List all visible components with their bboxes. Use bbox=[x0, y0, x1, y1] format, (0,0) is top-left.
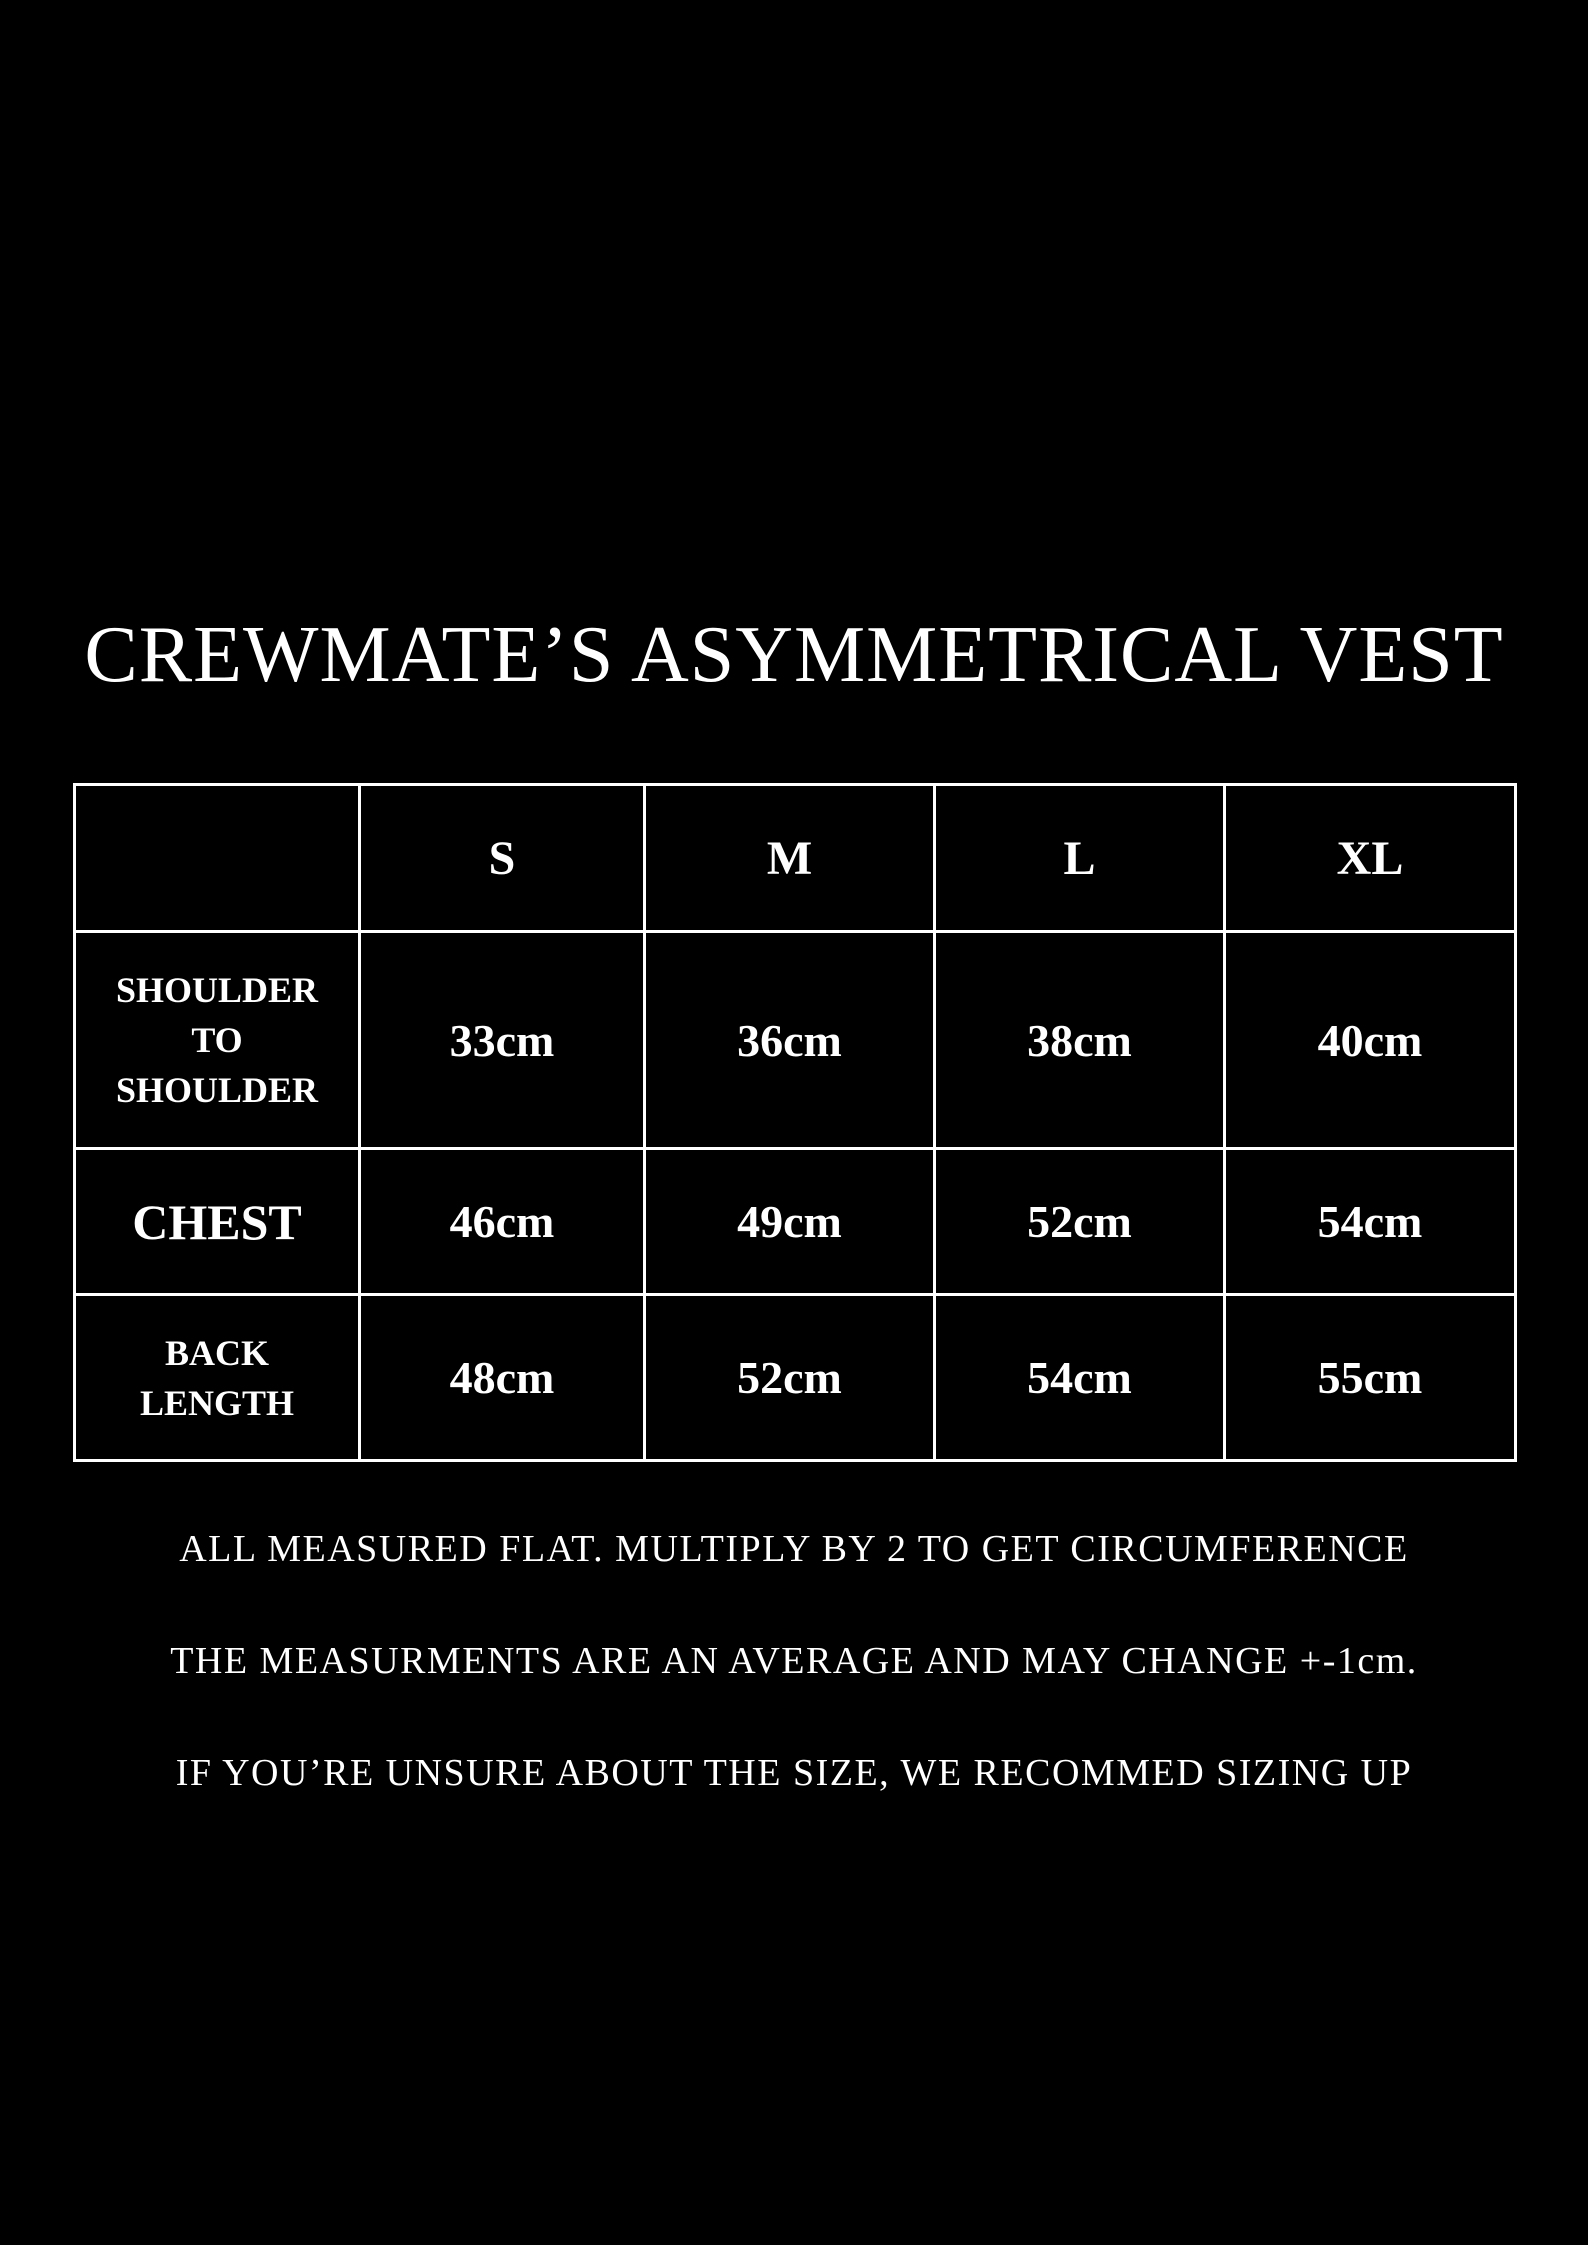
value-cell: 36cm bbox=[645, 932, 935, 1149]
corner-cell bbox=[75, 785, 360, 932]
size-header-m: M bbox=[645, 785, 935, 932]
row-label-line: SHOULDER bbox=[115, 970, 319, 1010]
size-header-l: L bbox=[935, 785, 1225, 932]
note-sizing-up: IF YOU’RE UNSURE ABOUT THE SIZE, WE RECOMMED SIZING UP bbox=[175, 1752, 1413, 1794]
table-row-back-length bbox=[75, 1295, 1516, 1461]
table-header-row bbox=[75, 785, 1516, 932]
value-cell: 38cm bbox=[935, 932, 1225, 1149]
note-measurement-average: THE MEASURMENTS ARE AN AVERAGE AND MAY CHANGE +-1cm. bbox=[170, 1640, 1418, 1682]
value-cell: 40cm bbox=[1225, 932, 1516, 1149]
size-header-s: S bbox=[360, 785, 645, 932]
value-cell: 46cm bbox=[360, 1149, 645, 1295]
value-cell: 52cm bbox=[645, 1295, 935, 1461]
page-title: CREWMATE’S ASYMMETRICAL VEST bbox=[84, 611, 1504, 699]
row-label-line: TO bbox=[191, 1020, 243, 1060]
value-cell: 49cm bbox=[645, 1149, 935, 1295]
value-cell: 52cm bbox=[935, 1149, 1225, 1295]
row-label-line: BACK bbox=[164, 1332, 269, 1373]
value-cell: 33cm bbox=[360, 932, 645, 1149]
row-label-back-length bbox=[75, 1295, 360, 1461]
value-cell: 48cm bbox=[360, 1295, 645, 1461]
table-row-shoulder bbox=[75, 932, 1516, 1149]
table-row-chest bbox=[75, 1149, 1516, 1295]
row-label-line: SHOULDER bbox=[115, 1070, 319, 1110]
row-label-shoulder-to-shoulder bbox=[75, 932, 360, 1149]
value-cell: 54cm bbox=[935, 1295, 1225, 1461]
row-label-line: CHEST bbox=[132, 1193, 302, 1250]
row-label-chest bbox=[75, 1149, 360, 1295]
note-measured-flat: ALL MEASURED FLAT. MULTIPLY BY 2 TO GET CIRCUMFERENCE bbox=[179, 1528, 1409, 1570]
row-label-line: LENGTH bbox=[139, 1382, 295, 1423]
value-cell: 54cm bbox=[1225, 1149, 1516, 1295]
size-header-xl: XL bbox=[1225, 785, 1516, 932]
size-chart-table bbox=[73, 783, 1517, 1462]
value-cell: 55cm bbox=[1225, 1295, 1516, 1461]
